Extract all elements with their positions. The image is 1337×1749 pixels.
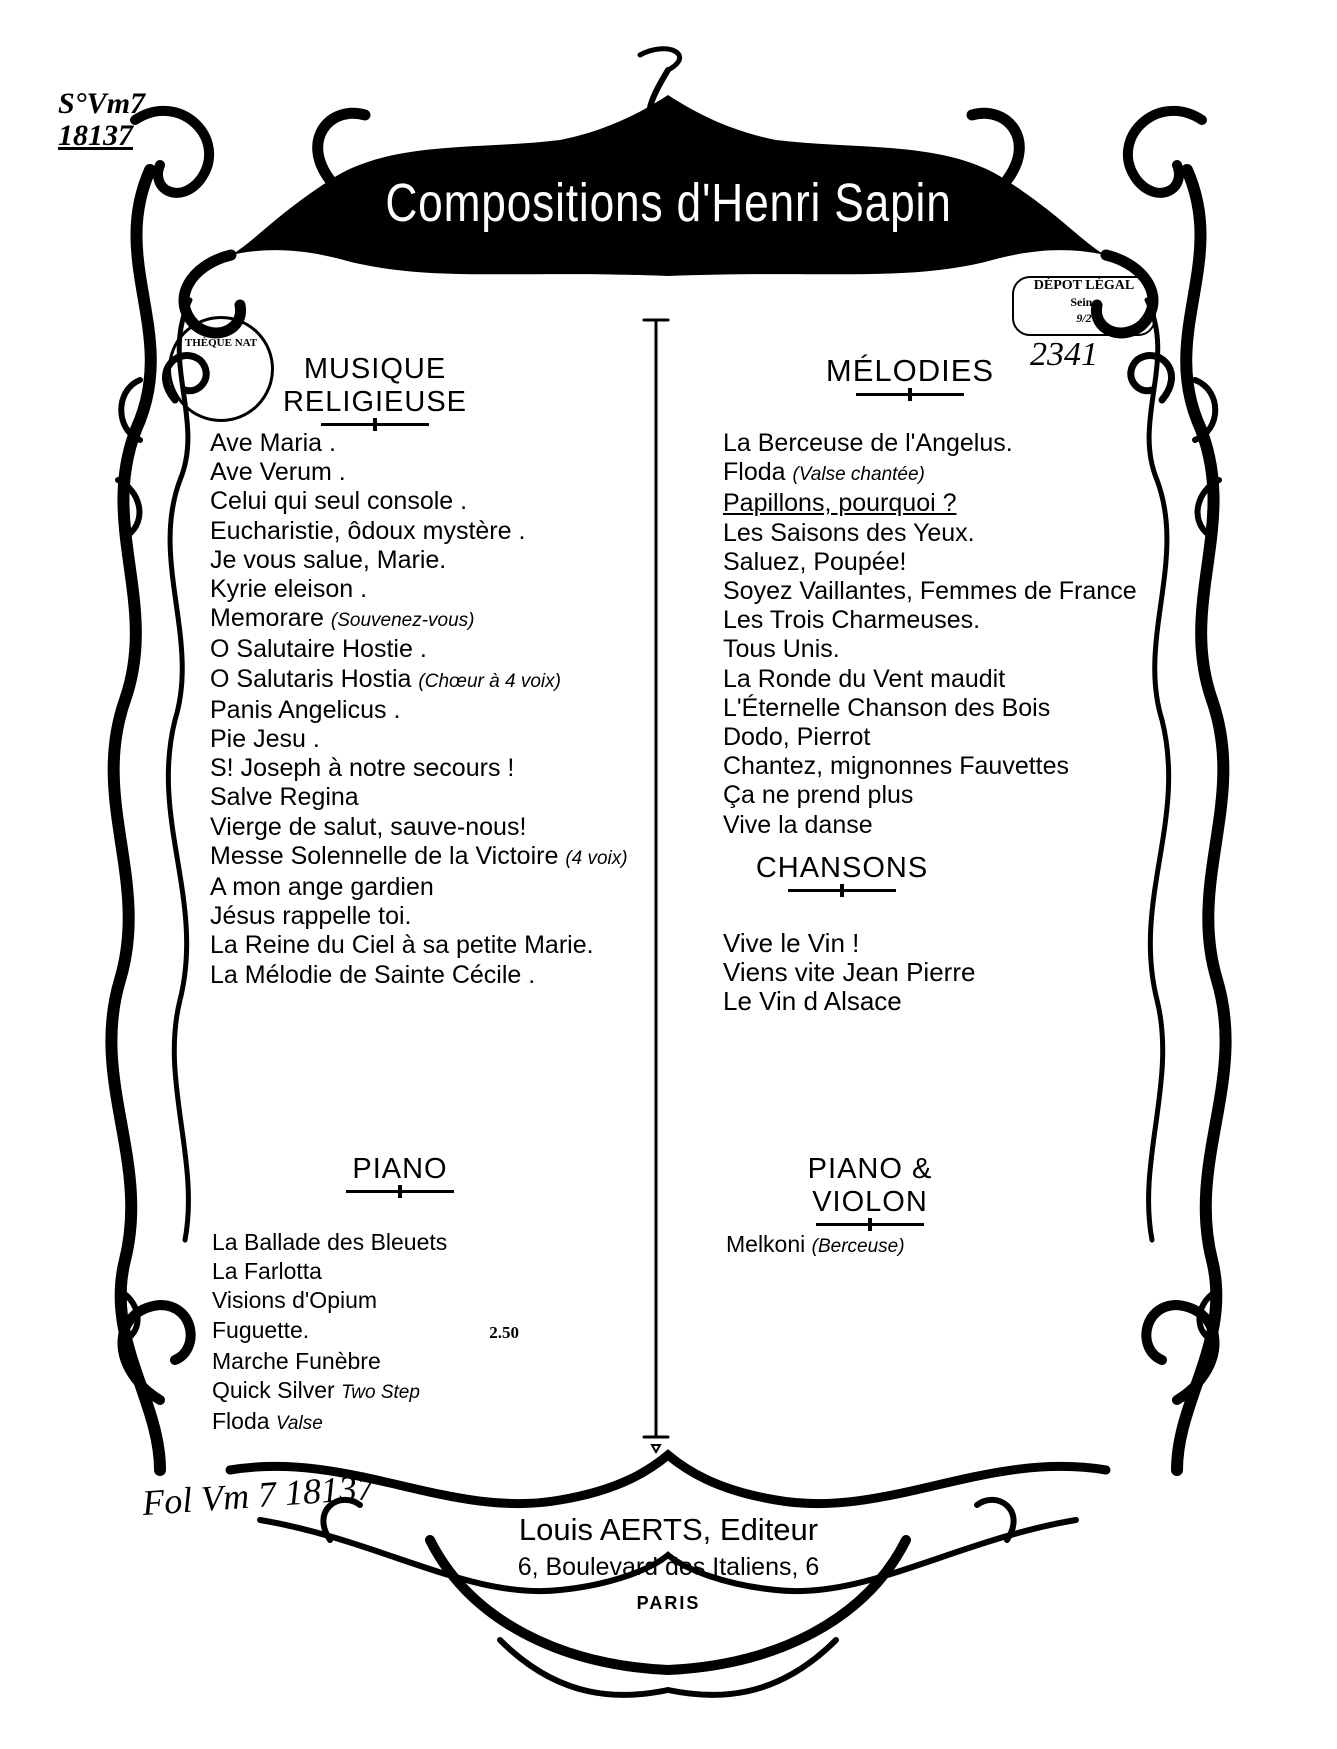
heading-melodies-text: MÉLODIES — [825, 353, 995, 388]
heading-musique-religieuse-text: MUSIQUE RELIGIEUSE — [282, 353, 468, 418]
publisher-city: PARIS — [636, 1593, 701, 1613]
list-item-title: Le Vin d Alsace — [723, 986, 902, 1017]
list-item-title: Fuguette. — [212, 1316, 310, 1343]
list-item-note: (4 voix) — [565, 847, 628, 869]
list-item-title: Je vous salue, Marie. — [210, 545, 447, 574]
list-item — [210, 961, 628, 990]
list-item — [210, 783, 628, 812]
list-item-title: Visions d'Opium — [212, 1287, 378, 1314]
list-item-title: Tous Unis. — [723, 635, 840, 664]
list-item — [723, 723, 1137, 752]
heading-chansons-text: CHANSONS — [755, 852, 929, 884]
list-item-note: (Souvenez-vous) — [330, 610, 475, 632]
call-number-top-line1: S°Vm7 — [58, 87, 146, 120]
depot-legal-stamp-line1: DÉPOT LÉGAL — [1033, 278, 1135, 293]
list-item-title: Vive la danse — [723, 810, 873, 839]
publisher-name: Louis AERTS, Editeur — [518, 1512, 819, 1547]
list-item-title: Kyrie eleison . — [210, 575, 368, 604]
list-item-title: Panis Angelicus . — [210, 695, 401, 724]
list-item — [210, 604, 628, 635]
list-item — [210, 458, 628, 487]
list-item-title: Vive le Vin ! — [723, 928, 860, 958]
heading-chansons — [752, 852, 932, 892]
list-item-title: Vierge de salut, sauve-nous! — [210, 812, 527, 841]
list-item-title: La Mélodie de Sainte Cécile . — [210, 960, 536, 989]
list-item — [212, 1316, 519, 1347]
depot-legal-stamp-line3: 9/2 — [1076, 311, 1092, 325]
list-item-title: O Salutaire Hostie . — [210, 635, 427, 664]
list-item-title: Melkoni — [726, 1231, 806, 1257]
list-item — [723, 665, 1137, 694]
list-item-title: O Salutaris Hostia — [210, 664, 412, 693]
list-item — [210, 517, 628, 546]
list-item-title: La Ballade des Bleuets — [212, 1229, 448, 1255]
list-item-title: Floda — [723, 458, 786, 487]
list-item-price: 2.50 — [489, 1322, 519, 1342]
list-item-title: La Berceuse de l'Angelus. — [723, 429, 1013, 457]
list-item — [212, 1407, 519, 1438]
list-item — [212, 1347, 519, 1376]
list-item-title: Saluez, Poupée! — [723, 547, 907, 576]
list-item — [212, 1286, 519, 1315]
heading-piano-violon-text: PIANO & VIOLON — [807, 1153, 933, 1218]
list-item-title: Salve Regina — [210, 783, 359, 812]
list-item — [723, 987, 975, 1016]
list-item — [726, 1230, 905, 1261]
heading-underline-ornament — [856, 393, 964, 396]
list-item — [723, 458, 1137, 489]
list-item-title: Marche Funèbre — [212, 1347, 381, 1374]
list-item — [210, 635, 628, 664]
list-item — [723, 577, 1137, 606]
list-item — [210, 902, 628, 931]
call-number-top — [58, 88, 145, 152]
list-item — [210, 754, 628, 783]
call-number-bottom: Fol Vm 7 18137 — [140, 1466, 377, 1524]
list-item — [723, 606, 1137, 635]
library-stamp-text: THÈQUE NAT — [184, 337, 258, 349]
list-item-title: Les Trois Charmeuses. — [723, 606, 981, 635]
heading-melodies — [810, 353, 1010, 396]
list-item — [723, 635, 1137, 664]
list-item-title: S! Joseph à notre secours ! — [210, 754, 515, 783]
list-item-note: Valse — [275, 1413, 323, 1435]
list-melodies — [723, 429, 1137, 840]
list-item — [212, 1376, 519, 1407]
list-item — [210, 429, 628, 458]
heading-piano-violon — [765, 1153, 975, 1226]
list-piano-violon — [726, 1230, 905, 1261]
list-item-title: Messe Solennelle de la Victoire — [210, 841, 559, 870]
list-item-title: La Farlotta — [212, 1258, 322, 1285]
list-item — [210, 575, 628, 604]
list-chansons — [723, 929, 975, 1017]
list-item — [210, 813, 628, 842]
list-item — [210, 487, 628, 516]
list-item — [210, 873, 628, 902]
list-item-title: Eucharistie, ôdoux mystère . — [210, 516, 526, 545]
list-item — [723, 548, 1137, 577]
list-item-title: Ça ne prend plus — [723, 781, 914, 810]
page-title: Compositions d'Henri Sapin — [385, 173, 952, 233]
call-number-top-line2: 18137 — [58, 119, 133, 152]
list-piano — [212, 1228, 519, 1438]
list-item-title: Ave Verum . — [210, 458, 346, 487]
list-item — [210, 842, 628, 873]
list-item-title: Dodo, Pierrot — [723, 723, 871, 752]
list-item-title: L'Éternelle Chanson des Bois — [723, 693, 1051, 722]
heading-underline-ornament — [346, 1190, 454, 1193]
list-item-note: (Chœur à 4 voix) — [418, 670, 561, 692]
list-item-title: Floda — [212, 1408, 270, 1435]
list-item-title: Quick Silver — [212, 1377, 335, 1404]
list-item — [723, 781, 1137, 810]
list-item-note: (Berceuse) — [811, 1236, 905, 1257]
list-item — [210, 725, 628, 754]
list-item — [723, 929, 975, 958]
list-item — [723, 958, 975, 987]
list-item-title: La Ronde du Vent maudit — [723, 664, 1006, 693]
list-item — [723, 519, 1137, 548]
list-item — [723, 694, 1137, 723]
list-item-title: Viens vite Jean Pierre — [723, 957, 976, 988]
publisher-address: 6, Boulevard des Italiens, 6 — [517, 1553, 820, 1581]
heading-underline-ornament — [816, 1223, 924, 1226]
heading-underline-ornament — [321, 423, 429, 426]
list-item-title: Memorare — [210, 604, 324, 633]
list-item-title: Ave Maria . — [210, 429, 336, 457]
list-item-title: Soyez Vaillantes, Femmes de France — [723, 577, 1137, 606]
list-item — [723, 429, 1137, 458]
list-item — [210, 696, 628, 725]
list-item — [723, 811, 1137, 840]
list-item-title: Celui qui seul console . — [210, 487, 468, 516]
list-item — [212, 1257, 519, 1286]
list-item-note: Two Step — [341, 1382, 420, 1404]
list-item — [212, 1228, 519, 1257]
list-item — [210, 665, 628, 696]
list-item-title: Chantez, mignonnes Fauvettes — [723, 752, 1070, 781]
list-item-note: (Valse chantée) — [792, 464, 925, 486]
list-item — [210, 546, 628, 575]
heading-piano-text: PIANO — [352, 1153, 448, 1185]
list-item — [210, 931, 628, 960]
depot-legal-stamp — [1012, 276, 1156, 336]
list-item — [723, 752, 1137, 781]
heading-piano — [330, 1153, 470, 1193]
list-item-title: Pie Jesu . — [210, 725, 320, 754]
list-item-title: Jésus rappelle toi. — [210, 902, 412, 931]
depot-legal-stamp-line2: Seine — [1070, 295, 1098, 309]
depot-legal-handwritten-number: 2341 — [1030, 336, 1098, 373]
list-item-title: Papillons, pourquoi ? — [723, 489, 957, 518]
list-item-title: La Reine du Ciel à sa petite Marie. — [210, 931, 594, 960]
list-item — [723, 489, 1137, 518]
list-item-title: A mon ange gardien — [210, 873, 434, 902]
list-musique-religieuse — [210, 429, 628, 990]
heading-underline-ornament — [788, 889, 896, 892]
list-item-title: Les Saisons des Yeux. — [723, 518, 975, 547]
heading-musique-religieuse — [245, 353, 505, 426]
